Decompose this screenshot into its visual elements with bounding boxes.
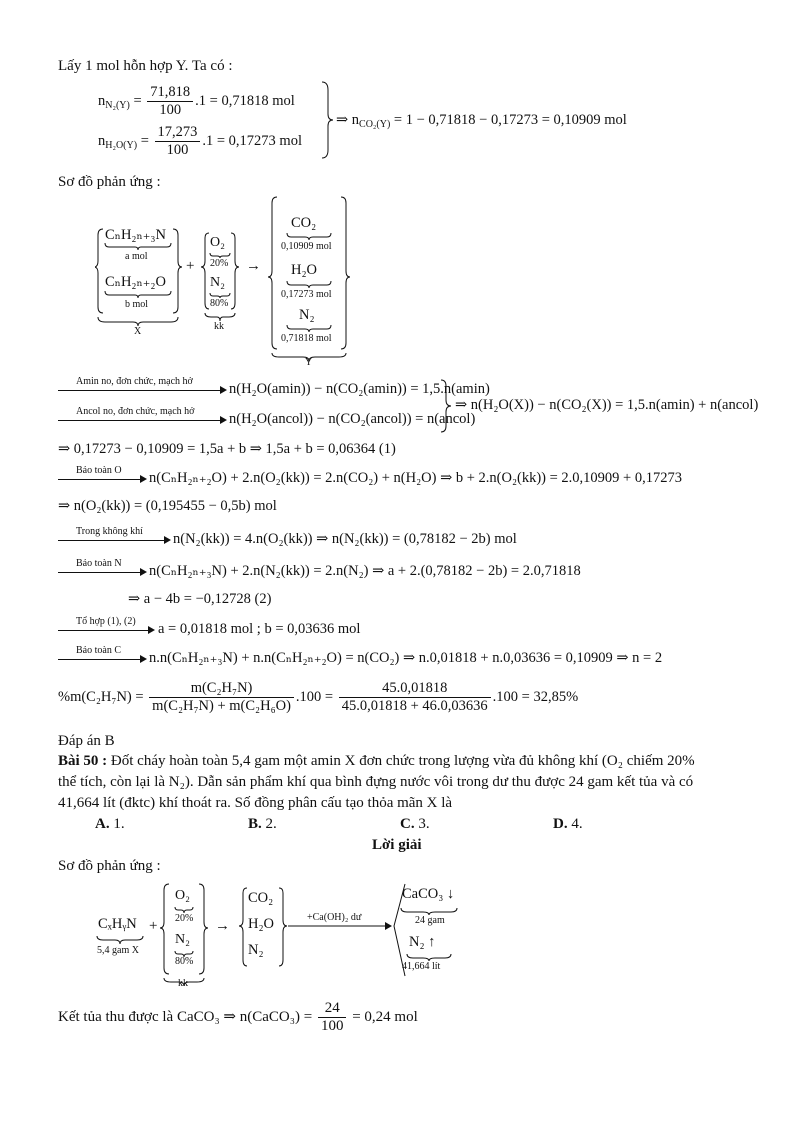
o2-kk-equation: ⇒ n(O₂(kk)) = (0,195455 − 0,5b) mol bbox=[58, 498, 277, 514]
equation-1: ⇒ 0,17273 − 0,10909 = 1,5a + b ⇒ 1,5a + b = 0,06364 (1) bbox=[58, 441, 396, 457]
n2-formula: N₂ bbox=[210, 275, 225, 290]
co2-mol: 0,10909 mol bbox=[281, 241, 332, 252]
option-c bbox=[400, 816, 430, 833]
option-b bbox=[248, 816, 277, 833]
bt-n-arrow bbox=[58, 572, 140, 573]
o2-percent-2: 20% bbox=[175, 913, 194, 924]
n2-subscript: N₂(Y) bbox=[105, 99, 130, 111]
n-h2o-equation: $n_{H_2O(Y)}$ = $\frac{17,273}{100}$ .1 = 0,17273 mol bbox=[98, 124, 302, 158]
option-b-value: 2. bbox=[261, 816, 277, 832]
steps-brace bbox=[440, 378, 452, 434]
combine-equation: a = 0,01818 mol ; b = 0,03636 mol bbox=[158, 621, 361, 637]
problem-50-line2: thể tích, còn lại là N₂). Dẫn sản phẩm khí qua bình đựng nước vôi trong dư thu được 24 gam kết tủa và có bbox=[58, 774, 694, 790]
combined-equation: ⇒ n(H₂O(X)) − n(CO₂(X)) = 1,5.n(amin) + n(ancol) bbox=[455, 397, 759, 413]
n-symbol: n bbox=[98, 132, 106, 149]
answer-line: Đáp án B bbox=[58, 733, 115, 749]
bt-n-label: Bảo toàn N bbox=[76, 558, 122, 569]
h2o-product-2: H₂O bbox=[248, 916, 274, 932]
implies-n: ⇒ n bbox=[336, 112, 360, 128]
n2-product-2: N₂ bbox=[248, 942, 264, 958]
intro-line: Lấy 1 mol hỗn hợp Y. Ta có : bbox=[58, 58, 233, 74]
percent-mid: .100 = bbox=[295, 688, 334, 705]
co2-product: CO₂ bbox=[291, 215, 317, 231]
x-label: X bbox=[134, 326, 142, 337]
scheme1-diagram bbox=[95, 195, 455, 370]
plus-sign-2: + bbox=[149, 918, 158, 934]
option-a-value: 1. bbox=[109, 816, 125, 832]
problem-50-line3: 41,664 lít (đktc) khí thoát ra. Số đồng phân cấu tạo thỏa mãn X là bbox=[58, 795, 453, 811]
percent-frac2-num: 45.0,01818 bbox=[339, 680, 491, 698]
amin-equation: n(H₂O(amin)) − n(CO₂(amin)) = 1,5.n(amin) bbox=[229, 381, 490, 397]
co2-product-2: CO₂ bbox=[248, 890, 274, 906]
h2o-mol: 0,17273 mol bbox=[281, 289, 332, 300]
final-result: = 0,24 mol bbox=[352, 1008, 418, 1025]
amine-x-mass: 5,4 gam X bbox=[97, 945, 139, 956]
alcohol-formula: CₙH₂ₙ₊₂O bbox=[105, 274, 166, 290]
scheme2-title: Sơ đồ phản ứng : bbox=[58, 858, 161, 874]
bt-n-arrowhead bbox=[140, 568, 147, 576]
right-brace bbox=[320, 80, 334, 160]
percent-frac2-den: 45.0,01818 + 46.0,03636 bbox=[341, 698, 488, 714]
option-d bbox=[553, 816, 583, 833]
amin-arrowhead bbox=[220, 386, 227, 394]
bt-o-arrowhead bbox=[140, 475, 147, 483]
scheme1-title: Sơ đồ phản ứng : bbox=[58, 174, 161, 190]
o2-formula: O₂ bbox=[210, 235, 225, 250]
option-b-key: B. bbox=[248, 816, 262, 832]
o2-percent: 20% bbox=[210, 258, 229, 269]
n2-percent: 80% bbox=[210, 298, 229, 309]
y-label: Y bbox=[305, 357, 313, 368]
option-c-value: 3. bbox=[414, 816, 430, 832]
bt-c-label: Bảo toàn C bbox=[76, 645, 121, 656]
ancol-arrowhead bbox=[220, 416, 227, 424]
n-n2-equation: $n_{N_2(Y)}$ = $\frac{71,818}{100}$ .1 = 0,71818 mol bbox=[98, 84, 295, 118]
h2o-denominator: 100 bbox=[166, 142, 189, 158]
bt-o-label: Bảo toàn O bbox=[76, 465, 122, 476]
percent-frac1-num: m(C₂H₇N) bbox=[149, 680, 294, 698]
combine-label: Tổ hợp (1), (2) bbox=[76, 616, 136, 627]
solution-heading: Lời giải bbox=[372, 837, 422, 853]
equation-2: ⇒ a − 4b = −0,12728 (2) bbox=[128, 591, 272, 607]
h2o-subscript: H₂O(Y) bbox=[105, 139, 138, 151]
n2-gas-volume: 41,664 lít bbox=[402, 961, 441, 972]
n2-percent-2: 80% bbox=[175, 956, 194, 967]
n2-product: N₂ bbox=[299, 307, 315, 323]
o2-formula-2: O₂ bbox=[175, 888, 190, 903]
scheme2-diagram bbox=[95, 880, 495, 992]
caco3-precipitate: CaCO₃ ↓ bbox=[402, 886, 455, 902]
final-equation bbox=[58, 1000, 418, 1035]
kk-label: kk bbox=[214, 321, 224, 332]
bt-c-arrow bbox=[58, 659, 140, 660]
caoh2-label: +Ca(OH)₂ dư bbox=[307, 912, 362, 923]
n2-numerator: 71,818 bbox=[147, 84, 193, 102]
h2o-product: H₂O bbox=[291, 262, 317, 278]
option-d-value: 4. bbox=[567, 816, 583, 832]
kk-label-2: kk bbox=[178, 978, 188, 989]
n2-gas: N₂ ↑ bbox=[409, 934, 436, 950]
co2-subscript: CO₂(Y) bbox=[359, 119, 391, 130]
bt-c-equation: n.n(CₙH₂ₙ₊₃N) + n.n(CₙH₂ₙ₊₂O) = n(CO₂) ⇒ n.0,01818 + n.0,03636 = 0,10909 ⇒ n = 2 bbox=[149, 650, 663, 666]
amine-formula: CₙH₂ₙ₊₃N bbox=[105, 227, 166, 243]
bt-o-arrow bbox=[58, 479, 140, 480]
plus-sign: + bbox=[186, 258, 195, 274]
kk-arrow bbox=[58, 540, 164, 541]
n2-denominator: 100 bbox=[159, 102, 182, 118]
final-denominator: 100 bbox=[320, 1018, 344, 1034]
amine-mol: a mol bbox=[125, 251, 148, 262]
percent-equation bbox=[58, 680, 578, 715]
final-numerator: 24 bbox=[318, 1000, 347, 1018]
ancol-arrow bbox=[58, 420, 220, 421]
kk-arrowhead bbox=[164, 536, 171, 544]
percent-frac1-den: m(C₂H₇N) + m(C₂H₆O) bbox=[152, 698, 291, 714]
ancol-step-label: Ancol no, đơn chức, mạch hở bbox=[76, 406, 195, 417]
bt-o-equation: n(CₙH₂ₙ₊₂O) + 2.n(O₂(kk)) = 2.n(CO₂) + n(H₂O) ⇒ b + 2.n(O₂(kk)) = 2.0,10909 + 0,17273 bbox=[149, 470, 682, 486]
problem-50-text1: Đốt cháy hoàn toàn 5,4 gam một amin X đơn chức trong lượng vừa đủ không khí (O₂ chiếm 20% bbox=[107, 753, 695, 769]
h2o-result: .1 = 0,17273 mol bbox=[202, 132, 302, 149]
reaction-arrow: → bbox=[246, 258, 261, 274]
percent-lhs: %m(C₂H₇N) = bbox=[58, 688, 144, 705]
co2-result: = 1 − 0,71818 − 0,17273 = 0,10909 mol bbox=[390, 112, 627, 128]
bt-c-arrowhead bbox=[140, 655, 147, 663]
amin-arrow bbox=[58, 390, 220, 391]
n2-result: .1 = 0,71818 mol bbox=[195, 92, 295, 109]
n2-formula-2: N₂ bbox=[175, 932, 190, 947]
n-co2-equation bbox=[336, 112, 627, 130]
kk-equation: n(N₂(kk)) = 4.n(O₂(kk)) ⇒ n(N₂(kk)) = (0,78182 − 2b) mol bbox=[173, 531, 517, 547]
final-text: Kết tủa thu được là CaCO₃ ⇒ n(CaCO₃) = bbox=[58, 1008, 313, 1025]
combine-arrow bbox=[58, 630, 148, 631]
alcohol-mol: b mol bbox=[125, 299, 149, 310]
bt-n-equation: n(CₙH₂ₙ₊₃N) + 2.n(N₂(kk)) = 2.n(N₂) ⇒ a + 2.(0,78182 − 2b) = 2.0,71818 bbox=[149, 563, 581, 579]
ancol-equation: n(H₂O(ancol)) − n(CO₂(ancol)) = n(ancol) bbox=[229, 411, 476, 427]
amine-x-formula: CₓHᵧN bbox=[98, 916, 137, 932]
n-symbol: n bbox=[98, 92, 106, 109]
h2o-numerator: 17,273 bbox=[155, 124, 201, 142]
option-a bbox=[95, 816, 125, 833]
combine-arrowhead bbox=[148, 626, 155, 634]
option-d-key: D. bbox=[553, 816, 568, 832]
amin-step-label: Amin no, đơn chức, mạch hở bbox=[76, 376, 193, 387]
percent-result: .100 = 32,85% bbox=[492, 688, 579, 705]
option-a-key: A. bbox=[95, 816, 110, 832]
n2-product-mol: 0,71818 mol bbox=[281, 333, 332, 344]
problem-50-label: Bài 50 : bbox=[58, 753, 108, 769]
kk-step-label: Trong không khí bbox=[76, 526, 143, 537]
reaction-arrow-2: → bbox=[215, 918, 230, 934]
caco3-mass: 24 gam bbox=[415, 915, 445, 926]
option-c-key: C. bbox=[400, 816, 415, 832]
problem-50-line1 bbox=[58, 753, 695, 770]
